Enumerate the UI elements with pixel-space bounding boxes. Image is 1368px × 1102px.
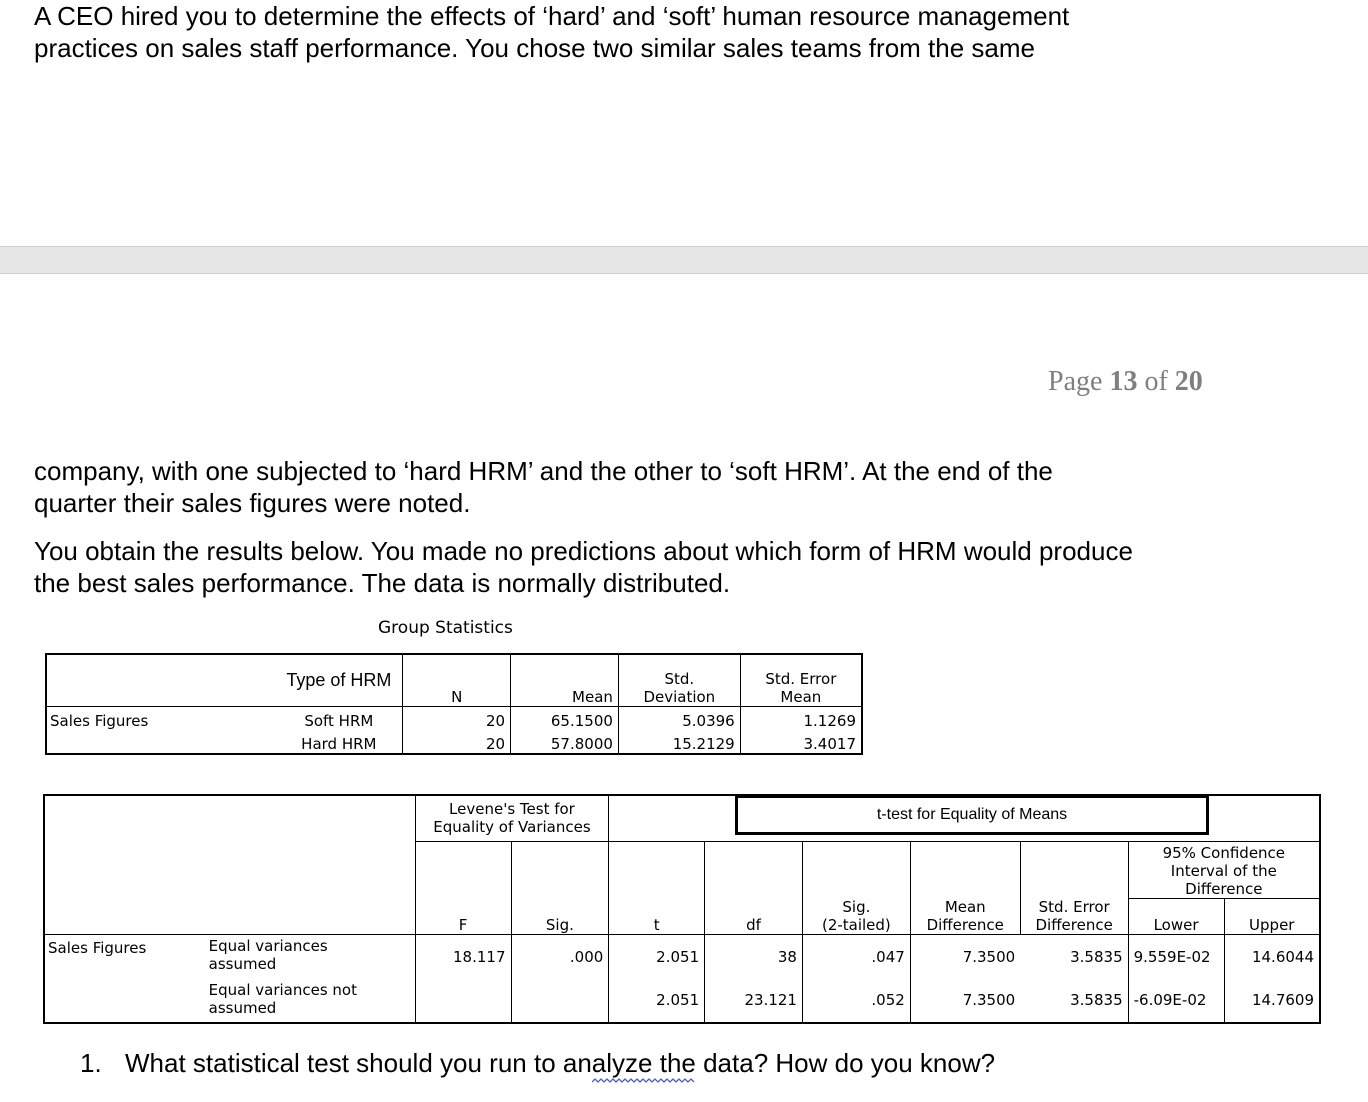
mean-header: Mean: [511, 654, 619, 706]
total-pages: 20: [1174, 366, 1203, 397]
confidence-interval-header: 95% Confidence Interval of the Difference: [1128, 841, 1320, 898]
current-page: 13: [1109, 366, 1138, 397]
table-row: Sales Figures Soft HRM 20 65.1500 5.0396 1.1269: [46, 706, 862, 730]
results-intro-paragraph: [34, 535, 1234, 599]
row-label: Sales Figures: [50, 712, 149, 730]
continuation-line-2: quarter their sales figures were noted.: [34, 488, 471, 518]
se-header: Std. Error Mean: [740, 654, 862, 706]
question-number: 1.: [80, 1048, 102, 1078]
results-intro-line-2: the best sales performance. The data is normally distributed.: [34, 568, 731, 598]
table-row: Equal variances not assumed 2.051 23.121 .052 7.3500 3.5835 -6.09E-02 14.7609: [44, 979, 1320, 1023]
test-column-header-row: F Sig. t df Sig. (2-tailed) Mean Difference Std. Error Difference Lower Upper: [44, 898, 1320, 935]
type-header: Type of HRM: [286, 670, 392, 691]
group-statistics-caption: Group Statistics: [378, 618, 513, 638]
variance-assumption: Equal variances assumed: [208, 937, 328, 973]
group-statistics-table: [45, 653, 863, 755]
spellcheck-flagged-word[interactable]: analyze: [562, 1048, 653, 1078]
continuation-line-1: company, with one subjected to ‘hard HRM’ and the other to ‘soft HRM’. At the end of the: [34, 456, 1053, 486]
variance-assumption: Equal variances not assumed: [208, 980, 357, 1017]
ttest-header-box: t-test for Equality of Means: [735, 795, 1209, 835]
test-ci-header-row: [44, 841, 1320, 898]
intro-line-1: A CEO hired you to determine the effects of ‘hard’ and ‘soft’ human resource management: [34, 1, 1070, 31]
n-header: N: [403, 654, 511, 706]
group-statistics-header-row: [46, 654, 862, 706]
results-intro-line-1: You obtain the results below. You made no predictions about which form of HRM would produce: [34, 536, 1133, 566]
sd-header: Std. Deviation: [618, 654, 740, 706]
continuation-paragraph: [34, 455, 1234, 519]
table-row: Hard HRM 20 57.8000 15.2129 3.4017: [46, 730, 862, 754]
spellcheck-squiggle: [592, 1078, 696, 1084]
intro-line-2: practices on sales staff performance. You chose two similar sales teams from the same: [34, 33, 1035, 63]
intro-paragraph: [34, 0, 1234, 64]
question-1: 1. What statistical test should you run to analyze the data? How do you know?: [80, 1048, 996, 1078]
table-row: Sales Figures Equal variances assumed 18.117 .000 2.051 38 .047 7.3500 3.5835 9.559E-02 14.6044: [44, 935, 1320, 979]
group-name: Hard HRM: [301, 735, 377, 753]
row-label: Sales Figures: [48, 939, 147, 957]
levene-header: Levene's Test for Equality of Variances: [415, 795, 609, 841]
group-name: Soft HRM: [304, 712, 374, 730]
page-number: Page 13 of 20: [1048, 366, 1203, 397]
page-break-gap: [0, 246, 1368, 274]
